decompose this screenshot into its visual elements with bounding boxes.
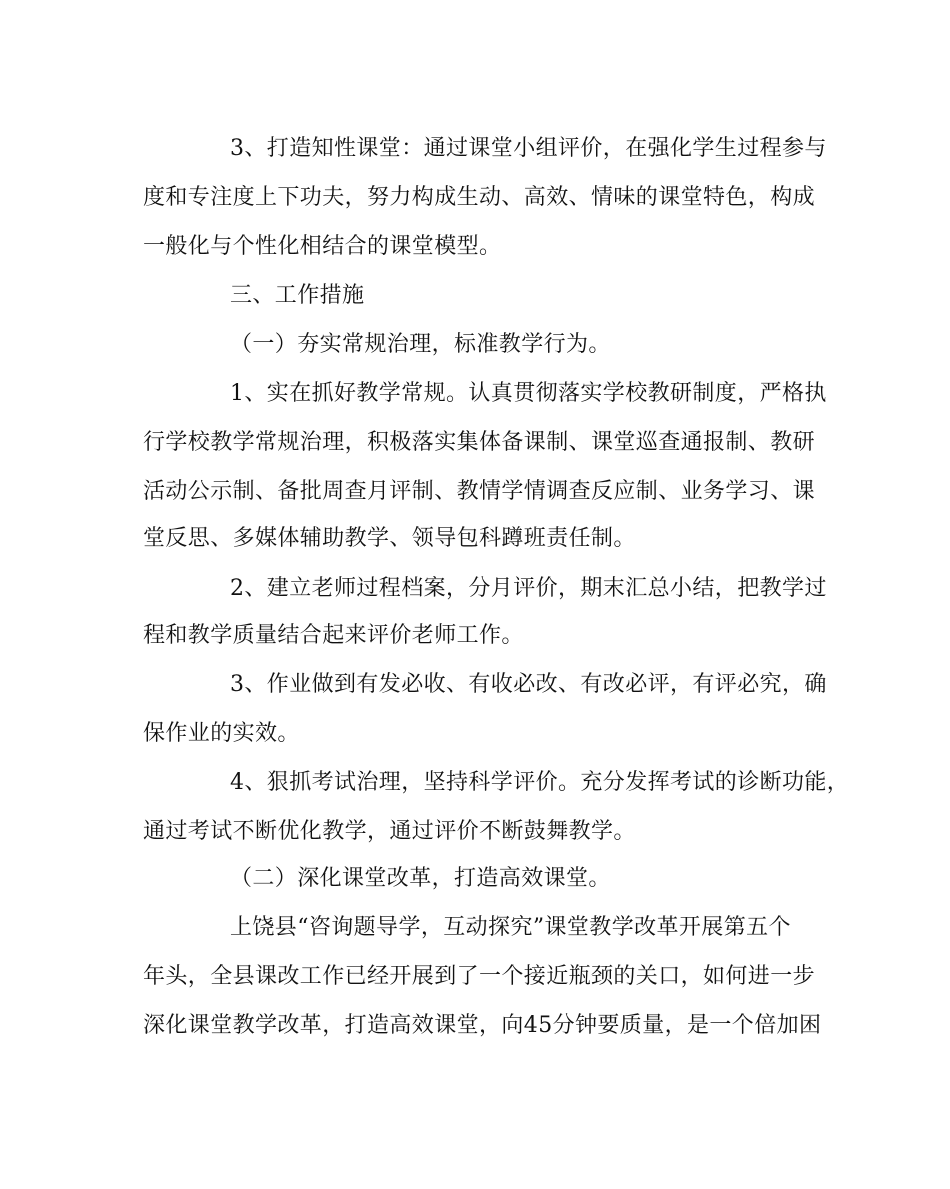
paragraph-line: 4、狠抓考试治理，坚持科学评价。充分发挥考试的诊断功能，: [230, 770, 850, 795]
paragraph-line: 上饶县“咨询题导学，互动探究”课堂教学改革开展第五个: [230, 915, 791, 940]
paragraph-line: 活动公示制、备批周查月评制、教情学情调查反应制、业务学习、课: [143, 479, 816, 504]
paragraph-line: 行学校教学常规治理，积极落实集体备课制、课堂巡查通报制、教研: [143, 430, 816, 455]
section-heading: 三、工作措施: [230, 283, 365, 308]
paragraph-line: 3、打造知性课堂：通过课堂小组评价，在强化学生过程参与: [230, 136, 827, 161]
paragraph-line: 年头，全县课改工作已经开展到了一个接近瓶颈的关口，如何进一步: [143, 964, 816, 989]
subsection-heading: （一）夯实常规治理，标准教学行为。: [230, 332, 611, 357]
paragraph-line: 3、作业做到有发必收、有收必改、有改必评，有评必究，确: [230, 672, 827, 697]
paragraph-line: 一般化与个性化相结合的课堂模型。: [143, 234, 502, 259]
paragraph-line: 2、建立老师过程档案，分月评价，期末汇总小结，把教学过: [230, 576, 827, 601]
paragraph-line: 通过考试不断优化教学，通过评价不断鼓舞教学。: [143, 819, 636, 844]
paragraph-line: 1、实在抓好教学常规。认真贯彻落实学校教研制度，严格执: [230, 381, 827, 406]
subsection-heading: （二）深化课堂改革，打造高效课堂。: [230, 866, 611, 891]
paragraph-line: 保作业的实效。: [143, 721, 300, 746]
paragraph-line: 堂反思、多媒体辅助教学、领导包科蹲班责任制。: [143, 526, 636, 551]
paragraph-line: 深化课堂教学改革，打造高效课堂，向45分钟要质量，是一个倍加困: [143, 1013, 822, 1038]
paragraph-line: 程和教学质量结合起来评价老师工作。: [143, 623, 524, 648]
paragraph-line: 度和专注度上下功夫，努力构成生动、高效、情味的课堂特色，构成: [143, 185, 816, 210]
